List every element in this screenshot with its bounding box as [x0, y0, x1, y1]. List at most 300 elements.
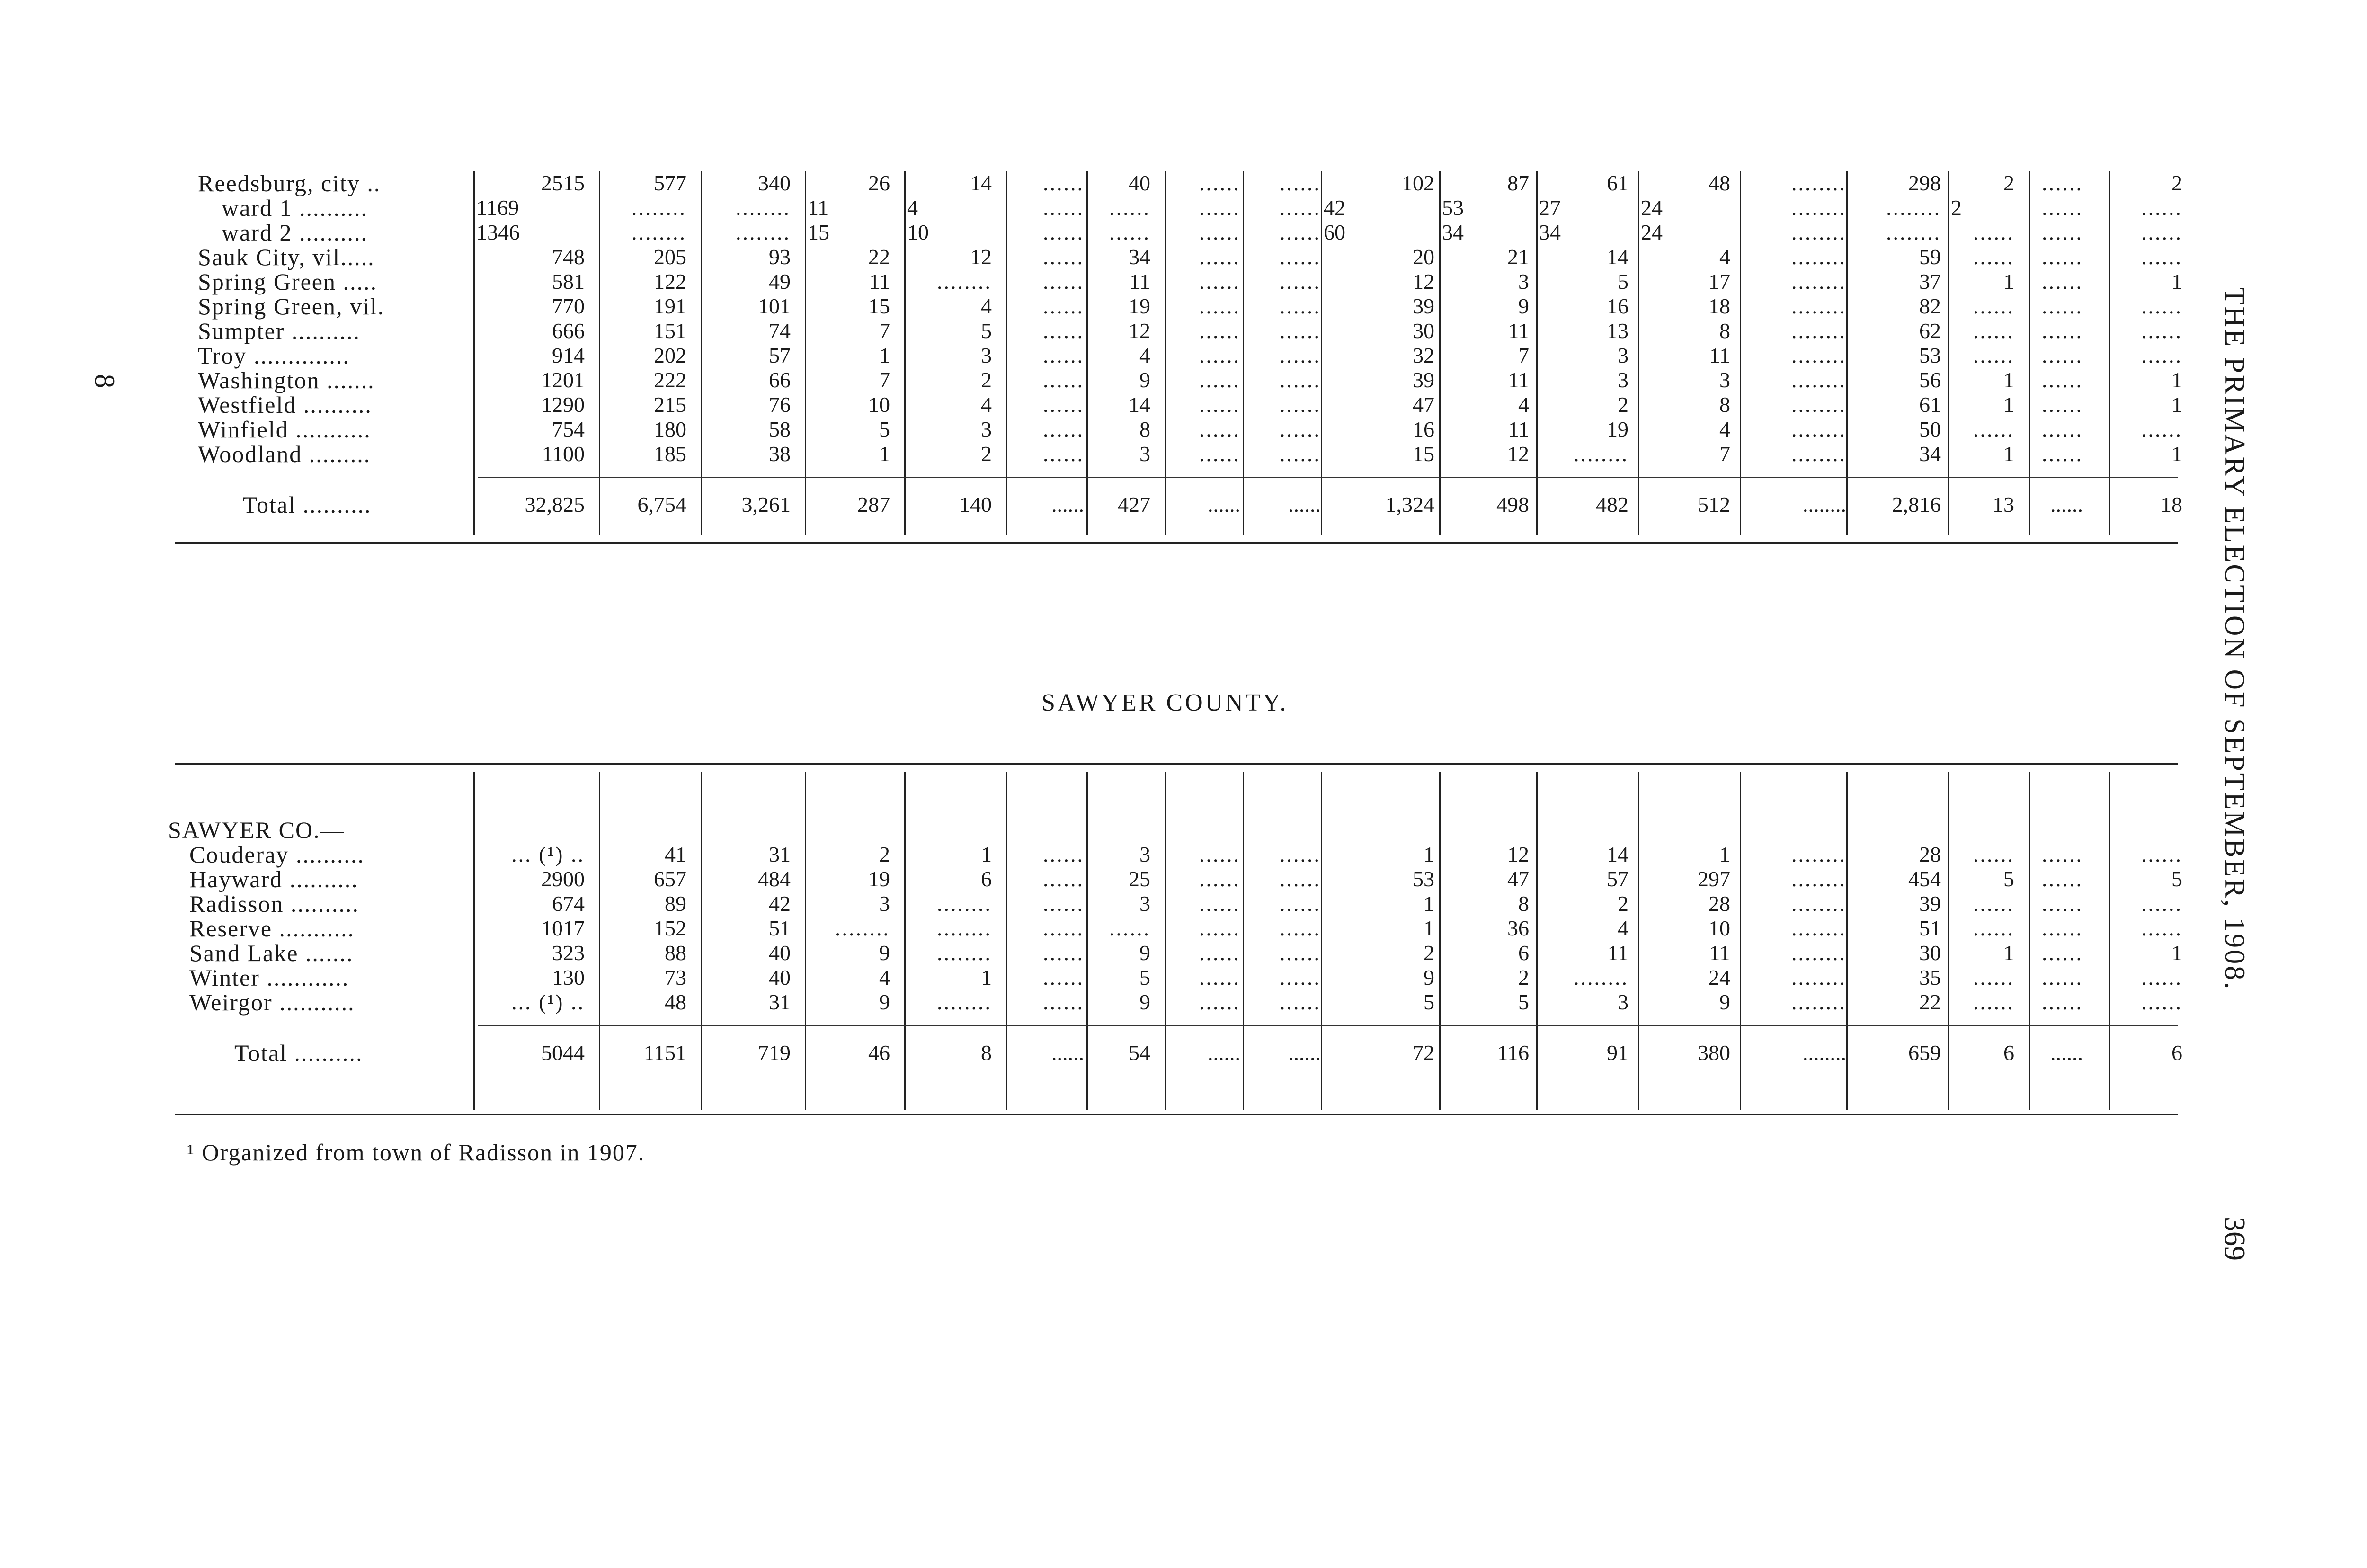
table-cell: 1290: [541, 392, 585, 417]
table-cell: 12: [1507, 842, 1529, 866]
table-cell: 5: [1618, 269, 1628, 294]
table-cell: 1: [1424, 916, 1434, 940]
table-cell: 51: [1919, 916, 1941, 940]
table-cell: ......: [1280, 842, 1321, 866]
total-cell: 659: [1908, 1041, 1941, 1065]
table-cell: 5: [981, 319, 992, 343]
table-cell: ......: [1280, 245, 1321, 269]
row-name: Reedsburg, city ..: [198, 170, 381, 196]
table-cell: 1346: [476, 220, 520, 244]
table-cell: ......: [1199, 891, 1240, 916]
table-cell: 4: [907, 196, 918, 220]
table-cell: 14: [970, 171, 992, 195]
table-cell: ........: [1791, 196, 1846, 220]
row-name: Couderay ..........: [189, 841, 365, 868]
table-cell: 15: [808, 220, 829, 244]
table-cell: 8: [1719, 392, 1730, 417]
table-cell: 5: [1424, 990, 1434, 1014]
row-name: Washington .......: [198, 367, 375, 393]
table-cell: 18: [1709, 294, 1730, 318]
table-cell: 2: [1951, 196, 1962, 220]
page-number: 369: [2218, 1217, 2251, 1261]
total-cell: 1,324: [1385, 492, 1434, 517]
table-cell: 57: [1607, 867, 1628, 891]
table-cell: 2515: [541, 171, 585, 195]
table-cell: ........: [1791, 842, 1846, 866]
table-cell: ........: [937, 941, 992, 965]
table-cell: 2: [981, 442, 992, 466]
table-cell: ......: [2141, 196, 2182, 220]
table-cell: ........: [1791, 990, 1846, 1014]
table-cell: 4: [1139, 343, 1150, 367]
county-title: SAWYER COUNTY.: [1041, 689, 1289, 716]
table-cell: ......: [1199, 417, 1240, 441]
table-cell: 151: [654, 319, 686, 343]
table-cell: ......: [2042, 269, 2083, 294]
table-cell: ......: [1280, 171, 1321, 195]
total-cell: 46: [868, 1041, 890, 1065]
table-cell: ......: [2141, 417, 2182, 441]
table-cell: 152: [654, 916, 686, 940]
total-label: Total ..........: [234, 1040, 363, 1066]
table-cell: 49: [769, 269, 791, 294]
table-cell: 42: [1324, 196, 1345, 220]
table-cell: 657: [654, 867, 686, 891]
table-cell: ......: [2042, 319, 2083, 343]
table-cell: 26: [868, 171, 890, 195]
table-cell: 14: [1129, 392, 1150, 417]
table-cell: 25: [1129, 867, 1150, 891]
table-cell: 3: [1719, 368, 1730, 392]
table-cell: 577: [654, 171, 686, 195]
table-cell: 7: [1719, 442, 1730, 466]
table-cell: 222: [654, 368, 686, 392]
table-cell: 3: [981, 417, 992, 441]
table-cell: 191: [654, 294, 686, 318]
table-cell: 1: [2171, 368, 2182, 392]
table-cell: 89: [665, 891, 686, 916]
table-cell: ........: [1791, 916, 1846, 940]
table-cell: ......: [1043, 294, 1084, 318]
table-cell: 59: [1919, 245, 1941, 269]
table-cell: ........: [1791, 171, 1846, 195]
table-cell: ........: [1886, 220, 1941, 244]
table-cell: 34: [1539, 220, 1561, 244]
table-rule: [175, 763, 2178, 765]
table-cell: 11: [1508, 417, 1529, 441]
table-cell: 1: [2171, 442, 2182, 466]
table-cell: 2: [2003, 171, 2014, 195]
table-cell: ......: [2141, 916, 2182, 940]
table-cell: 1201: [541, 368, 585, 392]
total-cell: ......: [2050, 492, 2083, 517]
table-cell: ......: [1043, 245, 1084, 269]
table-cell: ......: [1199, 343, 1240, 367]
total-rule: [478, 477, 2178, 478]
row-name: Weirgor ...........: [189, 989, 355, 1016]
table-cell: 2: [1618, 891, 1628, 916]
table-cell: ......: [1043, 343, 1084, 367]
table-cell: 38: [769, 442, 791, 466]
table-cell: ......: [1973, 220, 2014, 244]
row-name: Spring Green, vil.: [198, 293, 385, 320]
table-cell: 24: [1709, 965, 1730, 989]
total-cell: 498: [1496, 492, 1529, 517]
table-cell: ......: [1973, 294, 2014, 318]
table-cell: 62: [1919, 319, 1941, 343]
table-cell: 34: [1442, 220, 1464, 244]
total-cell: 6: [2171, 1041, 2182, 1065]
table-cell: 2900: [541, 867, 585, 891]
table-cell: 5: [1518, 990, 1529, 1014]
table-cell: 14: [1607, 842, 1628, 866]
table-cell: ......: [2042, 842, 2083, 866]
total-cell: ......: [1051, 1041, 1084, 1065]
table-cell: ......: [1109, 916, 1150, 940]
table-cell: ......: [2042, 196, 2083, 220]
table-rule: [175, 542, 2178, 544]
table-cell: 19: [868, 867, 890, 891]
table-cell: ......: [1043, 916, 1084, 940]
table-cell: 82: [1919, 294, 1941, 318]
table-cell: 32: [1413, 343, 1434, 367]
table-cell: 1: [2003, 269, 2014, 294]
table-cell: 3: [879, 891, 890, 916]
table-cell: 58: [769, 417, 791, 441]
table-cell: ......: [1973, 319, 2014, 343]
table-cell: ......: [1199, 269, 1240, 294]
running-head: THE PRIMARY ELECTION OF SEPTEMBER, 1908.: [2219, 287, 2251, 991]
table-cell: 122: [654, 269, 686, 294]
table-cell: ......: [2042, 392, 2083, 417]
table-cell: ........: [1791, 417, 1846, 441]
table-cell: ......: [1280, 269, 1321, 294]
row-name: Winfield ...........: [198, 416, 371, 443]
total-cell: 2,816: [1892, 492, 1941, 517]
table-cell: 9: [1719, 990, 1730, 1014]
table-cell: 1100: [542, 442, 585, 466]
table-cell: ......: [1280, 220, 1321, 244]
table-cell: 102: [1402, 171, 1434, 195]
table-cell: ......: [1280, 916, 1321, 940]
table-cell: 298: [1908, 171, 1941, 195]
table-cell: 666: [552, 319, 585, 343]
table-cell: ......: [1280, 343, 1321, 367]
table-cell: ... (¹) ..: [511, 842, 585, 866]
total-cell: 6: [2003, 1041, 2014, 1065]
table-cell: 454: [1908, 867, 1941, 891]
table-cell: 9: [1139, 368, 1150, 392]
table-cell: 9: [1139, 941, 1150, 965]
table-cell: 11: [869, 269, 890, 294]
total-cell: 18: [2161, 492, 2182, 517]
table-cell: ......: [1199, 392, 1240, 417]
table-cell: 202: [654, 343, 686, 367]
table-cell: 180: [654, 417, 686, 441]
table-cell: ......: [1043, 867, 1084, 891]
table-cell: ........: [736, 220, 791, 244]
table-cell: ......: [1043, 941, 1084, 965]
table-cell: 42: [769, 891, 791, 916]
table-cell: ......: [2141, 319, 2182, 343]
total-cell: 287: [857, 492, 890, 517]
table-cell: 16: [1413, 417, 1434, 441]
table-cell: ........: [1791, 294, 1846, 318]
table-cell: 1: [2171, 392, 2182, 417]
table-cell: 1: [1424, 891, 1434, 916]
table-cell: ......: [2042, 294, 2083, 318]
total-cell: 8: [981, 1041, 992, 1065]
table-cell: 73: [665, 965, 686, 989]
table-cell: 40: [769, 941, 791, 965]
table-cell: ........: [1791, 220, 1846, 244]
table-cell: 39: [1413, 294, 1434, 318]
row-name: Westfield ..........: [198, 392, 372, 418]
table-cell: ......: [1280, 417, 1321, 441]
table-cell: ......: [2042, 916, 2083, 940]
table-cell: ........: [937, 990, 992, 1014]
table-cell: 5: [2003, 867, 2014, 891]
total-cell: 1151: [643, 1041, 686, 1065]
section-mark: 8: [89, 374, 120, 388]
table-cell: ......: [2141, 245, 2182, 269]
table-cell: 3: [1139, 442, 1150, 466]
table-cell: ......: [1280, 392, 1321, 417]
table-cell: 10: [1709, 916, 1730, 940]
total-cell: ........: [1803, 492, 1846, 517]
row-name: Sand Lake .......: [189, 940, 354, 966]
table-cell: 12: [1507, 442, 1529, 466]
table-cell: 4: [1518, 392, 1529, 417]
table-cell: 7: [1518, 343, 1529, 367]
table-cell: 11: [1709, 343, 1730, 367]
table-cell: 17: [1709, 269, 1730, 294]
table-cell: 5: [1139, 965, 1150, 989]
table-cell: 34: [1129, 245, 1150, 269]
table-cell: 3: [1618, 368, 1628, 392]
table-cell: 1: [2003, 442, 2014, 466]
table-cell: 748: [552, 245, 585, 269]
table-cell: ......: [2042, 368, 2083, 392]
table-cell: 12: [970, 245, 992, 269]
table-cell: 15: [1413, 442, 1434, 466]
table-cell: ......: [1199, 196, 1240, 220]
table-cell: ......: [1973, 916, 2014, 940]
table-cell: ......: [1280, 442, 1321, 466]
total-cell: ........: [1803, 1041, 1846, 1065]
total-cell: 3,261: [741, 492, 791, 517]
table-cell: 10: [907, 220, 929, 244]
table-cell: ......: [1199, 990, 1240, 1014]
table-cell: 37: [1919, 269, 1941, 294]
table-cell: ......: [2141, 990, 2182, 1014]
table-cell: 4: [1719, 417, 1730, 441]
table-cell: 22: [1919, 990, 1941, 1014]
table-cell: 914: [552, 343, 585, 367]
table-cell: 30: [1413, 319, 1434, 343]
table-cell: 2: [1518, 965, 1529, 989]
table-cell: 484: [758, 867, 791, 891]
table-cell: ......: [2042, 867, 2083, 891]
table-cell: ........: [937, 916, 992, 940]
table-cell: ........: [632, 220, 686, 244]
table-cell: 14: [1607, 245, 1628, 269]
table-cell: ......: [1973, 990, 2014, 1014]
table-cell: 36: [1507, 916, 1529, 940]
table-cell: 1169: [476, 196, 519, 220]
table-cell: 19: [1129, 294, 1150, 318]
table-cell: 24: [1641, 196, 1663, 220]
table-cell: 30: [1919, 941, 1941, 965]
table-cell: 24: [1641, 220, 1663, 244]
total-cell: 719: [758, 1041, 791, 1065]
table-cell: 2: [1424, 941, 1434, 965]
table-cell: 770: [552, 294, 585, 318]
table-cell: ......: [1280, 368, 1321, 392]
table-cell: 5: [2171, 867, 2182, 891]
table-cell: 48: [1709, 171, 1730, 195]
table-cell: 61: [1607, 171, 1628, 195]
table-cell: 1: [981, 842, 992, 866]
table-cell: ......: [2042, 220, 2083, 244]
table-cell: ......: [1973, 245, 2014, 269]
total-cell: 427: [1118, 492, 1150, 517]
table-cell: ........: [1791, 368, 1846, 392]
table-cell: 754: [552, 417, 585, 441]
table-cell: 88: [665, 941, 686, 965]
table-cell: ......: [2042, 891, 2083, 916]
table-cell: 12: [1129, 319, 1150, 343]
total-cell: 116: [1497, 1041, 1529, 1065]
table-cell: 31: [769, 842, 791, 866]
table-cell: 12: [1413, 269, 1434, 294]
table-cell: 6: [981, 867, 992, 891]
table-cell: ......: [1973, 891, 2014, 916]
table-cell: ......: [1280, 990, 1321, 1014]
total-cell: 54: [1129, 1041, 1150, 1065]
table-cell: ......: [1043, 891, 1084, 916]
table-cell: ........: [1791, 392, 1846, 417]
table-cell: 40: [1129, 171, 1150, 195]
table-cell: 1: [2171, 941, 2182, 965]
table-cell: ......: [1199, 941, 1240, 965]
total-cell: 512: [1698, 492, 1730, 517]
table-cell: 60: [1324, 220, 1345, 244]
row-name: Reserve ...........: [189, 915, 355, 942]
table-cell: 7: [879, 368, 890, 392]
table-cell: 11: [1709, 941, 1730, 965]
table-rule: [175, 1114, 2178, 1115]
total-cell: 91: [1607, 1041, 1628, 1065]
table-cell: 7: [879, 319, 890, 343]
footnote: ¹ Organized from town of Radisson in 1907.: [187, 1139, 645, 1166]
table-cell: ......: [1043, 990, 1084, 1014]
table-cell: 27: [1539, 196, 1561, 220]
table-cell: ........: [1886, 196, 1941, 220]
table-cell: 4: [1618, 916, 1628, 940]
table-cell: ........: [1791, 941, 1846, 965]
table-cell: 5: [879, 417, 890, 441]
table-cell: ......: [1043, 417, 1084, 441]
table-cell: ......: [1199, 842, 1240, 866]
table-cell: ......: [1280, 941, 1321, 965]
table-cell: ......: [2141, 891, 2182, 916]
table-cell: 22: [868, 245, 890, 269]
table-cell: ......: [1280, 319, 1321, 343]
table-cell: ........: [1791, 442, 1846, 466]
row-name: Radisson ..........: [189, 891, 359, 917]
table-cell: ......: [2042, 245, 2083, 269]
table-cell: 87: [1507, 171, 1529, 195]
table-cell: 3: [1518, 269, 1529, 294]
table-cell: ......: [1280, 196, 1321, 220]
table-cell: 4: [981, 392, 992, 417]
table-cell: 47: [1413, 392, 1434, 417]
table-cell: 1: [879, 343, 890, 367]
table-cell: ......: [2042, 941, 2083, 965]
table-cell: 53: [1919, 343, 1941, 367]
table-cell: ........: [1791, 867, 1846, 891]
table-cell: 9: [1424, 965, 1434, 989]
total-cell: ......: [1208, 492, 1240, 517]
total-cell: 380: [1698, 1041, 1730, 1065]
table-cell: 3: [1618, 990, 1628, 1014]
table-cell: 11: [1607, 941, 1628, 965]
table-cell: 11: [808, 196, 829, 220]
table-cell: 53: [1413, 867, 1434, 891]
table-cell: 4: [879, 965, 890, 989]
table-cell: ......: [1043, 965, 1084, 989]
table-cell: 6: [1518, 941, 1529, 965]
table-cell: 1: [2171, 269, 2182, 294]
table-cell: ......: [1199, 867, 1240, 891]
table-cell: 297: [1698, 867, 1730, 891]
table-cell: 1017: [541, 916, 585, 940]
total-cell: 72: [1413, 1041, 1434, 1065]
table-cell: ......: [1043, 220, 1084, 244]
table-cell: 76: [769, 392, 791, 417]
row-name: Woodland .........: [198, 441, 371, 467]
table-cell: 3: [981, 343, 992, 367]
table-cell: 39: [1919, 891, 1941, 916]
table-cell: ........: [937, 269, 992, 294]
table-cell: ......: [1973, 965, 2014, 989]
table-cell: ......: [2141, 220, 2182, 244]
table-cell: 50: [1919, 417, 1941, 441]
table-cell: 66: [769, 368, 791, 392]
table-cell: 1: [1719, 842, 1730, 866]
table-cell: 2: [879, 842, 890, 866]
total-cell: ......: [1288, 492, 1321, 517]
table-cell: ......: [2141, 343, 2182, 367]
total-cell: 32,825: [525, 492, 585, 517]
table-cell: 4: [1719, 245, 1730, 269]
table-cell: ... (¹) ..: [511, 990, 585, 1014]
table-cell: ........: [632, 196, 686, 220]
total-cell: 5044: [541, 1041, 585, 1065]
table-cell: 16: [1607, 294, 1628, 318]
row-name: Sumpter ..........: [198, 318, 360, 344]
total-cell: 482: [1596, 492, 1628, 517]
table-cell: 11: [1508, 319, 1529, 343]
table-cell: 61: [1919, 392, 1941, 417]
table-cell: ......: [1109, 196, 1150, 220]
table-cell: 28: [1709, 891, 1730, 916]
table-cell: ......: [2141, 842, 2182, 866]
table-cell: 53: [1442, 196, 1464, 220]
table-cell: ........: [1574, 442, 1628, 466]
table-cell: ......: [1199, 368, 1240, 392]
